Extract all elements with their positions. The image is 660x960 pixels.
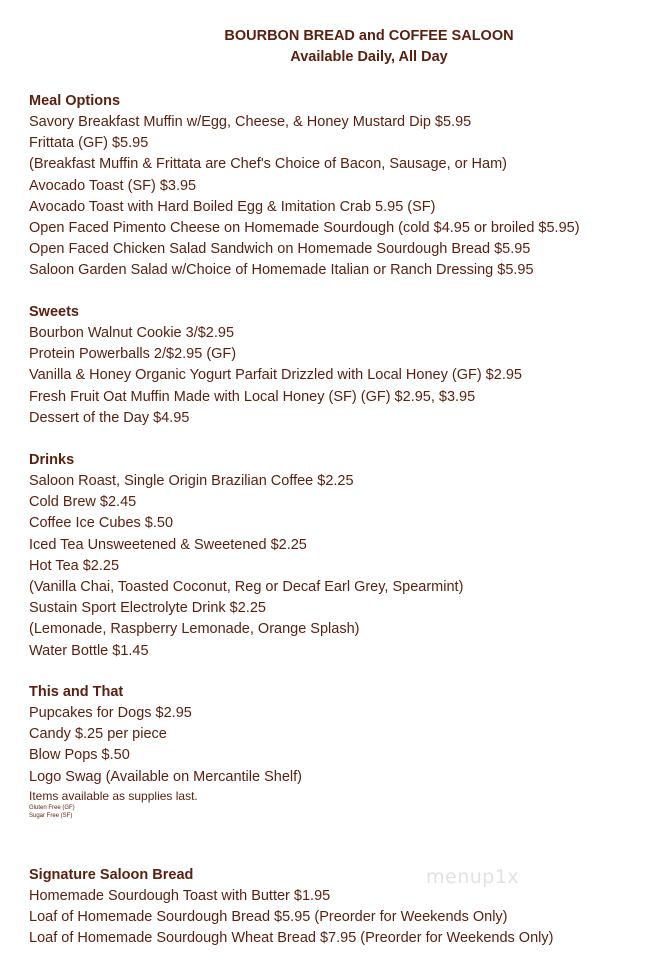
menu-item: Protein Powerballs 2/$2.95 (GF) <box>29 346 237 363</box>
menu-item: Vanilla & Honey Organic Yogurt Parfait Drizzled with Local Honey (GF) $2.95 <box>29 367 522 384</box>
section-heading: This and That <box>29 684 124 700</box>
legend-sugar-free: Sugar Free (SF) <box>29 812 73 819</box>
section-meal-options <box>29 91 654 282</box>
section-drinks <box>29 450 654 662</box>
menu-item: Avocado Toast (SF) $3.95 <box>29 177 197 194</box>
menu-header <box>0 26 660 68</box>
menu-item: Sustain Sport Electrolyte Drink $2.25 <box>29 600 266 617</box>
menu-item: Loaf of Homemade Sourdough Wheat Bread $7.95 (Preorder for Weekends Only) <box>29 930 554 947</box>
menu-item: Homemade Sourdough Toast with Butter $1.95 <box>29 888 331 904</box>
menu-title: BOURBON BREAD and COFFEE SALOON <box>224 28 514 44</box>
menu-item: Savory Breakfast Muffin w/Egg, Cheese, & Honey Mustard Dip $5.95 <box>29 114 472 130</box>
menu-item: Cold Brew $2.45 <box>29 494 137 511</box>
menu-item: Frittata (GF) $5.95 <box>29 135 149 152</box>
menu-item: Open Faced Chicken Salad Sandwich on Homemade Sourdough Bread $5.95 <box>29 241 531 258</box>
menu-item: Iced Tea Unsweetened & Sweetened $2.25 <box>29 536 307 553</box>
menu-item-note: (Breakfast Muffin & Frittata are Chef's Choice of Bacon, Sausage, or Ham) <box>29 156 507 173</box>
menu-item: Dessert of the Day $4.95 <box>29 409 190 426</box>
menu-item: Hot Tea $2.25 <box>29 557 120 574</box>
menu-item: Open Faced Pimento Cheese on Homemade Sourdough (cold $4.95 or broiled $5.95) <box>29 220 580 237</box>
section-this-and-that <box>29 682 654 820</box>
menu-subtitle: Available Daily, All Day <box>290 49 448 65</box>
section-heading: Meal Options <box>29 93 121 109</box>
menu-item: Logo Swag (Available on Mercantile Shelf) <box>29 768 302 785</box>
section-heading: Sweets <box>29 304 79 320</box>
menu-item: Blow Pops $.50 <box>29 747 130 764</box>
menu-item: Coffee Ice Cubes $.50 <box>29 515 174 532</box>
legend-gluten-free: Gluten Free (GF) <box>29 804 75 811</box>
section-heading: Signature Saloon Bread <box>29 867 194 883</box>
menu-item: Loaf of Homemade Sourdough Bread $5.95 (Preorder for Weekends Only) <box>29 909 508 926</box>
menu-item: Saloon Roast, Single Origin Brazilian Coffee $2.25 <box>29 473 354 489</box>
section-signature-bread <box>29 865 654 950</box>
supplies-note: Items available as supplies last. <box>29 788 198 803</box>
menu-item: Water Bottle $1.45 <box>29 642 149 659</box>
section-heading: Drinks <box>29 452 75 468</box>
menupix-watermark: menup1x <box>426 866 520 888</box>
section-sweets <box>29 302 654 429</box>
menu-item: Candy $.25 per piece <box>29 726 167 743</box>
menu-item: Saloon Garden Salad w/Choice of Homemade Italian or Ranch Dressing $5.95 <box>29 262 534 279</box>
menu-item: Bourbon Walnut Cookie 3/$2.95 <box>29 325 235 341</box>
menu-item-note: (Lemonade, Raspberry Lemonade, Orange Splash) <box>29 621 360 638</box>
menu-item-note: (Vanilla Chai, Toasted Coconut, Reg or Decaf Earl Grey, Spearmint) <box>29 579 464 596</box>
menu-item: Avocado Toast with Hard Boiled Egg & Imitation Crab 5.95 (SF) <box>29 198 436 215</box>
menu-item: Pupcakes for Dogs $2.95 <box>29 705 192 721</box>
menu-item: Fresh Fruit Oat Muffin Made with Local Honey (SF) (GF) $2.95, $3.95 <box>29 388 476 405</box>
